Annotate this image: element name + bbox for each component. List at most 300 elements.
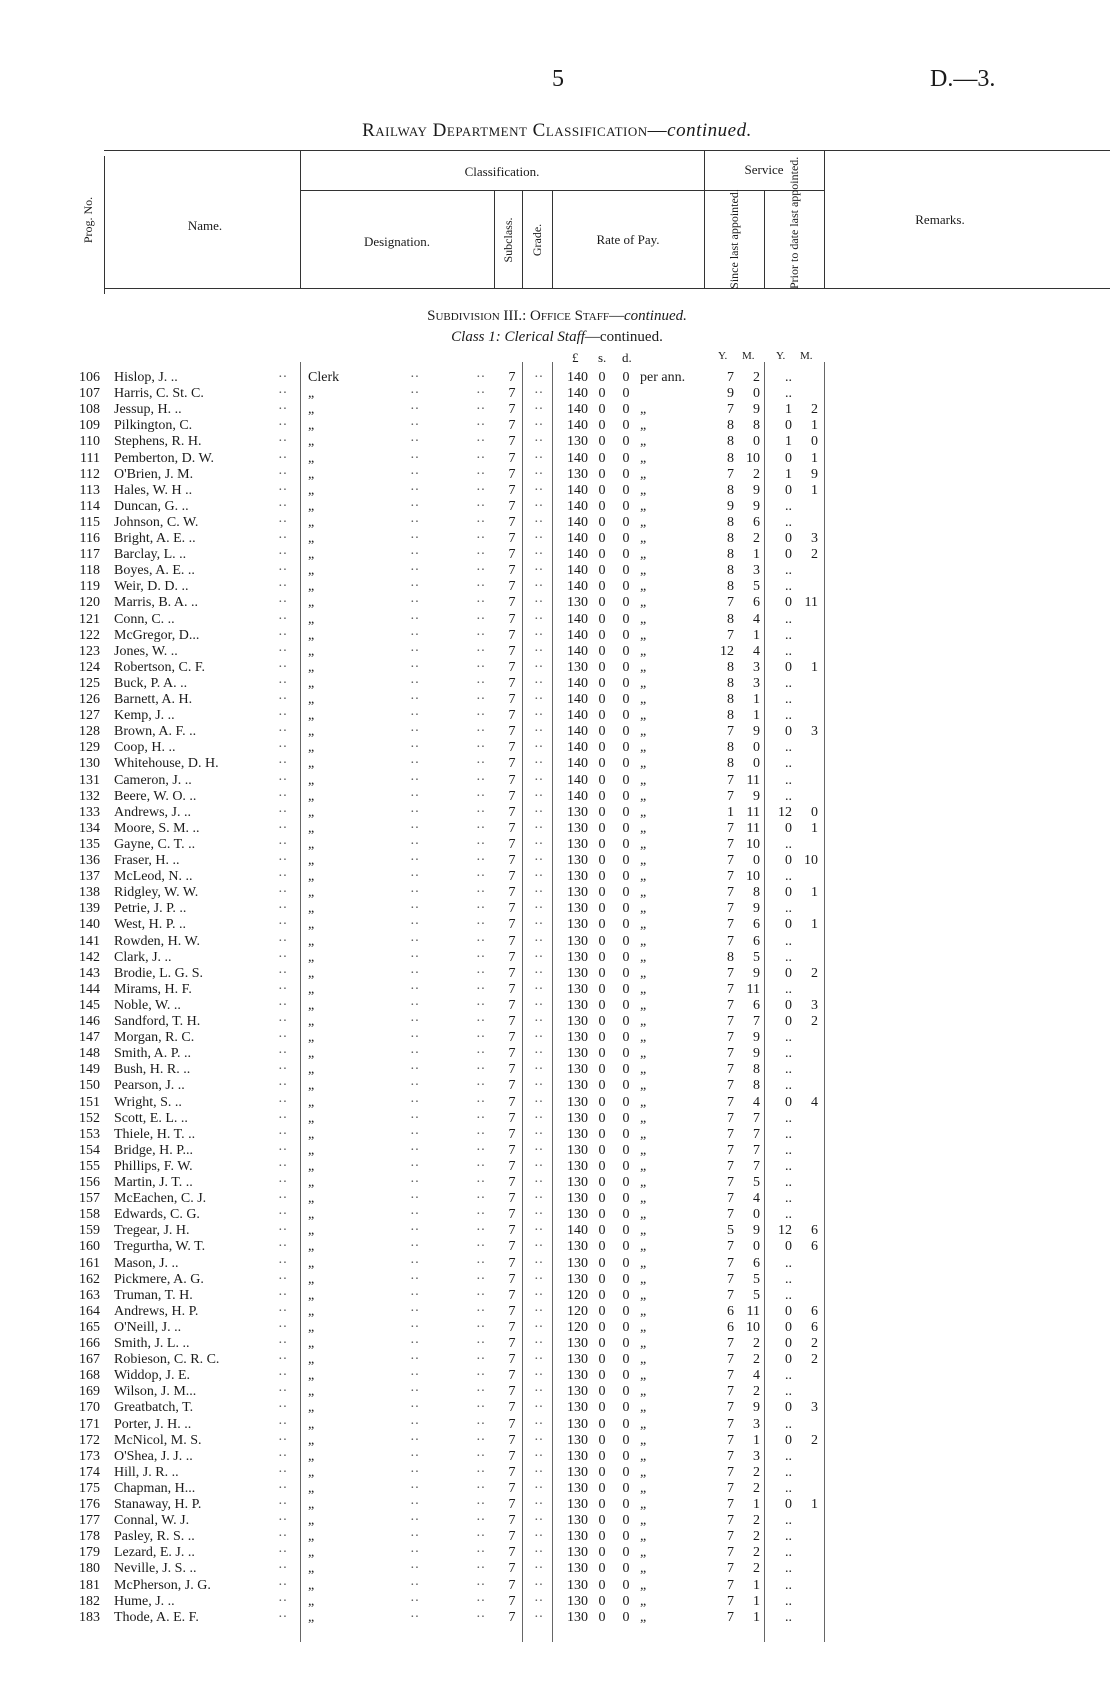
pay-pence: 0 — [622, 949, 630, 965]
service-since-months: 0 — [753, 434, 760, 450]
pay-pence: 0 — [622, 1126, 630, 1142]
service-since-years: 7 — [727, 1046, 734, 1062]
service-prior-years: .. — [785, 563, 792, 579]
leader-dots: ·· — [476, 1207, 486, 1223]
table-row — [0, 950, 1114, 966]
leader-dots: ·· — [476, 1191, 486, 1207]
service-since-months: 10 — [746, 836, 760, 852]
pay-pence: 0 — [622, 675, 630, 691]
prog-number: 161 — [79, 1255, 100, 1271]
service-prior-years: 0 — [785, 885, 792, 901]
service-prior-months: 6 — [811, 1239, 818, 1255]
staff-name: Chapman, H... — [114, 1480, 196, 1496]
leader-dots: ·· — [410, 933, 420, 949]
service-prior-years: 0 — [785, 659, 792, 675]
pay-shillings: 0 — [598, 836, 606, 852]
grade: 7 — [508, 1191, 516, 1207]
pay-unit: „ — [640, 563, 647, 579]
leader-dots: ·· — [278, 1062, 288, 1078]
leader-dots: ·· — [278, 853, 288, 868]
pay-shillings: 0 — [598, 997, 606, 1013]
service-since-months: 1 — [753, 1497, 760, 1512]
staff-name: Andrews, H. P. — [114, 1303, 199, 1319]
leader-dots: ·· — [476, 1561, 486, 1577]
leader-dots: ·· — [476, 804, 486, 820]
pay-unit: „ — [640, 933, 647, 949]
pay-unit: „ — [640, 1336, 647, 1351]
leader-dots: ·· — [278, 1046, 288, 1062]
pay-shillings: 0 — [598, 643, 606, 659]
pay-shillings: 0 — [598, 1239, 606, 1255]
staff-name: Jones, W. .. — [114, 643, 178, 659]
leader-dots: ·· — [534, 531, 544, 546]
grade: 7 — [508, 965, 516, 981]
service-since-years: 8 — [727, 659, 734, 675]
designation: „ — [308, 901, 315, 917]
header-designation: Designation. — [363, 234, 431, 249]
staff-name: Andrews, J. .. — [114, 804, 191, 820]
pay-unit: „ — [640, 1609, 647, 1625]
leader-dots: ·· — [534, 1609, 544, 1625]
pay-pence: 0 — [622, 1078, 630, 1094]
leader-dots: ·· — [278, 1030, 288, 1046]
service-prior-years: 0 — [785, 997, 792, 1013]
table-row — [0, 1384, 1114, 1400]
pay-shillings: 0 — [598, 531, 606, 546]
leader-dots: ·· — [278, 579, 288, 595]
designation: „ — [308, 1368, 315, 1384]
leader-dots: ·· — [278, 1014, 288, 1029]
service-since-months: 11 — [746, 772, 760, 788]
prog-number: 129 — [79, 740, 100, 756]
unit-years: Y. — [776, 350, 786, 362]
service-since-years: 7 — [727, 772, 734, 788]
table-row — [0, 1513, 1114, 1529]
leader-dots: ·· — [534, 514, 544, 530]
table-row — [0, 595, 1114, 611]
service-prior-years: .. — [785, 981, 792, 997]
service-since-months: 9 — [753, 402, 760, 418]
pay-shillings: 0 — [598, 1030, 606, 1046]
header-grade: Grade. — [530, 223, 544, 257]
pay-pence: 0 — [622, 1046, 630, 1062]
unit-years: Y. — [718, 350, 728, 362]
leader-dots: ·· — [278, 901, 288, 917]
pay-unit: „ — [640, 708, 647, 724]
pay-unit: „ — [640, 1287, 647, 1303]
leader-dots: ·· — [278, 386, 288, 402]
leader-dots: ·· — [534, 1142, 544, 1158]
staff-name: Stephens, R. H. — [114, 434, 202, 450]
pay-pounds: 130 — [567, 853, 588, 868]
staff-name: Kemp, J. .. — [114, 708, 175, 724]
staff-name: Widdop, J. E. — [114, 1368, 191, 1384]
service-since-months: 7 — [753, 1126, 760, 1142]
pay-pounds: 130 — [567, 1030, 588, 1046]
leader-dots: ·· — [278, 1078, 288, 1094]
service-since-months: 2 — [753, 531, 760, 546]
service-since-months: 9 — [753, 1030, 760, 1046]
leader-dots: ·· — [278, 595, 288, 611]
pay-pounds: 130 — [567, 901, 588, 917]
grade: 7 — [508, 1126, 516, 1142]
leader-dots: ·· — [278, 917, 288, 933]
prog-number: 172 — [79, 1432, 100, 1448]
pay-pounds: 140 — [567, 482, 588, 498]
designation: „ — [308, 482, 315, 498]
table-row — [0, 901, 1114, 917]
service-since-months: 9 — [753, 901, 760, 917]
table-row — [0, 1127, 1114, 1143]
leader-dots: ·· — [278, 1561, 288, 1577]
pay-pounds: 140 — [567, 418, 588, 434]
pay-shillings: 0 — [598, 1062, 606, 1078]
service-since-months: 0 — [753, 756, 760, 772]
leader-dots: ·· — [278, 997, 288, 1013]
pay-unit: „ — [640, 466, 647, 482]
prog-number: 123 — [79, 643, 100, 659]
pay-shillings: 0 — [598, 692, 606, 707]
leader-dots: ·· — [534, 853, 544, 868]
prog-number: 160 — [79, 1239, 100, 1255]
designation: „ — [308, 1158, 315, 1174]
leader-dots: ·· — [410, 418, 420, 434]
service-prior-years: .. — [785, 643, 792, 659]
pay-pence: 0 — [622, 1464, 630, 1480]
service-prior-years: .. — [785, 1561, 792, 1577]
pay-unit: „ — [640, 450, 647, 466]
leader-dots: ·· — [476, 547, 486, 563]
header-rule-v — [764, 190, 765, 288]
designation: „ — [308, 853, 315, 868]
leader-dots: ·· — [278, 1577, 288, 1593]
leader-dots: ·· — [410, 901, 420, 917]
leader-dots: ·· — [278, 1416, 288, 1432]
service-since-years: 7 — [727, 885, 734, 901]
leader-dots: ·· — [534, 1110, 544, 1126]
pay-shillings: 0 — [598, 1384, 606, 1400]
grade: 7 — [508, 869, 516, 885]
prog-number: 114 — [79, 498, 100, 514]
pay-shillings: 0 — [598, 788, 606, 804]
grade: 7 — [508, 1497, 516, 1512]
pay-pounds: 130 — [567, 1014, 588, 1029]
pay-pounds: 140 — [567, 498, 588, 514]
staff-name: McLeod, N. .. — [114, 869, 193, 885]
service-since-years: 8 — [727, 740, 734, 756]
pay-pence: 0 — [622, 1336, 630, 1351]
table-row — [0, 1433, 1114, 1449]
table-row — [0, 869, 1114, 885]
leader-dots: ·· — [410, 804, 420, 820]
service-prior-years: .. — [785, 692, 792, 707]
grade: 7 — [508, 595, 516, 611]
prog-number: 138 — [79, 885, 100, 901]
service-prior-years: .. — [785, 901, 792, 917]
pay-pounds: 140 — [567, 514, 588, 530]
prog-number: 183 — [79, 1609, 100, 1625]
grade: 7 — [508, 1529, 516, 1545]
designation: „ — [308, 1577, 315, 1593]
service-since-years: 8 — [727, 708, 734, 724]
pay-shillings: 0 — [598, 595, 606, 611]
leader-dots: ·· — [476, 1255, 486, 1271]
leader-dots: ·· — [534, 386, 544, 402]
pay-shillings: 0 — [598, 1014, 606, 1029]
prog-number: 119 — [79, 579, 100, 595]
leader-dots: ·· — [278, 531, 288, 546]
table-row — [0, 821, 1114, 837]
leader-dots: ·· — [476, 708, 486, 724]
pay-shillings: 0 — [598, 917, 606, 933]
leader-dots: ·· — [534, 595, 544, 611]
leader-dots: ·· — [476, 1126, 486, 1142]
pay-pence: 0 — [622, 1529, 630, 1545]
service-since-years: 7 — [727, 370, 734, 385]
column-rule — [552, 362, 553, 1642]
service-since-months: 3 — [753, 563, 760, 579]
grade: 7 — [508, 402, 516, 418]
pay-unit: „ — [640, 659, 647, 675]
pay-pence: 0 — [622, 1030, 630, 1046]
leader-dots: ·· — [410, 1561, 420, 1577]
designation: „ — [308, 869, 315, 885]
staff-name: Johnson, C. W. — [114, 514, 199, 530]
service-since-months: 5 — [753, 579, 760, 595]
service-since-months: 10 — [746, 1319, 760, 1335]
pay-unit: „ — [640, 1094, 647, 1110]
pay-pounds: 130 — [567, 1497, 588, 1512]
pay-unit: „ — [640, 740, 647, 756]
pay-shillings: 0 — [598, 675, 606, 691]
prog-number: 155 — [79, 1158, 100, 1174]
header-prior: Prior to date last appointed. — [787, 156, 801, 289]
pay-unit: „ — [640, 1158, 647, 1174]
pay-pounds: 130 — [567, 1577, 588, 1593]
service-since-years: 7 — [727, 933, 734, 949]
pay-pence: 0 — [622, 1416, 630, 1432]
leader-dots: ·· — [278, 402, 288, 418]
service-since-years: 7 — [727, 1126, 734, 1142]
header-subclass: Subclass. — [501, 217, 515, 263]
grade: 7 — [508, 1142, 516, 1158]
leader-dots: ·· — [534, 611, 544, 627]
leader-dots: ·· — [410, 772, 420, 788]
pay-unit: „ — [640, 1368, 647, 1384]
service-since-years: 8 — [727, 692, 734, 707]
pay-shillings: 0 — [598, 1368, 606, 1384]
prog-number: 130 — [79, 756, 100, 772]
staff-name: Fraser, H. .. — [114, 853, 180, 868]
leader-dots: ·· — [410, 708, 420, 724]
table-row — [0, 789, 1114, 805]
prog-number: 150 — [79, 1078, 100, 1094]
pay-shillings: 0 — [598, 853, 606, 868]
leader-dots: ·· — [476, 1175, 486, 1190]
service-since-months: 6 — [753, 933, 760, 949]
leader-dots: ·· — [278, 434, 288, 450]
pay-pence: 0 — [622, 579, 630, 595]
service-prior-years: 0 — [785, 1497, 792, 1512]
pay-pence: 0 — [622, 1432, 630, 1448]
service-since-years: 7 — [727, 901, 734, 917]
staff-name: Clark, J. .. — [114, 949, 172, 965]
pay-unit: „ — [640, 1545, 647, 1561]
prog-number: 176 — [79, 1497, 100, 1512]
service-prior-years: 0 — [785, 724, 792, 740]
table-row — [0, 531, 1114, 547]
leader-dots: ·· — [278, 1142, 288, 1158]
pay-pence: 0 — [622, 1142, 630, 1158]
staff-name: Bridge, H. P... — [114, 1142, 193, 1158]
staff-name: Pasley, R. S. .. — [114, 1529, 195, 1545]
grade: 7 — [508, 1158, 516, 1174]
leader-dots: ·· — [410, 402, 420, 418]
leader-dots: ·· — [476, 885, 486, 901]
leader-dots: ·· — [410, 563, 420, 579]
pay-unit: „ — [640, 402, 647, 418]
leader-dots: ·· — [410, 1593, 420, 1609]
designation: „ — [308, 740, 315, 756]
grade: 7 — [508, 1368, 516, 1384]
leader-dots: ·· — [410, 1175, 420, 1190]
service-since-years: 7 — [727, 1191, 734, 1207]
leader-dots: ·· — [534, 1126, 544, 1142]
pay-pounds: 140 — [567, 1223, 588, 1239]
table-row — [0, 982, 1114, 998]
service-since-years: 7 — [727, 402, 734, 418]
grade: 7 — [508, 1609, 516, 1625]
service-prior-years: .. — [785, 1142, 792, 1158]
pay-shillings: 0 — [598, 1416, 606, 1432]
leader-dots: ·· — [476, 595, 486, 611]
leader-dots: ·· — [410, 788, 420, 804]
table-row — [0, 917, 1114, 933]
prog-number: 180 — [79, 1561, 100, 1577]
staff-name: Neville, J. S. .. — [114, 1561, 197, 1577]
pay-shillings: 0 — [598, 1287, 606, 1303]
leader-dots: ·· — [534, 949, 544, 965]
service-since-months: 8 — [753, 1078, 760, 1094]
leader-dots: ·· — [278, 627, 288, 643]
prog-number: 131 — [79, 772, 100, 788]
pay-pence: 0 — [622, 853, 630, 868]
leader-dots: ·· — [410, 1062, 420, 1078]
service-since-years: 7 — [727, 836, 734, 852]
prog-number: 146 — [79, 1014, 100, 1029]
leader-dots: ·· — [410, 434, 420, 450]
leader-dots: ·· — [534, 1464, 544, 1480]
leader-dots: ·· — [278, 1094, 288, 1110]
pay-pence: 0 — [622, 1110, 630, 1126]
leader-dots: ·· — [534, 370, 544, 385]
pay-unit: „ — [640, 1062, 647, 1078]
table-row — [0, 1078, 1114, 1094]
pay-pounds: 140 — [567, 756, 588, 772]
leader-dots: ·· — [278, 804, 288, 820]
leader-dots: ·· — [534, 402, 544, 418]
leader-dots: ·· — [278, 370, 288, 385]
leader-dots: ·· — [476, 1062, 486, 1078]
prog-number: 182 — [79, 1593, 100, 1609]
leader-dots: ·· — [278, 1497, 288, 1512]
leader-dots: ·· — [534, 901, 544, 917]
leader-dots: ·· — [534, 1094, 544, 1110]
leader-dots: ·· — [534, 627, 544, 643]
service-since-months: 2 — [753, 1352, 760, 1368]
pay-shillings: 0 — [598, 434, 606, 450]
pay-pence: 0 — [622, 1223, 630, 1239]
header-rule-v — [824, 150, 825, 288]
prog-number: 158 — [79, 1207, 100, 1223]
grade: 7 — [508, 450, 516, 466]
leader-dots: ·· — [278, 949, 288, 965]
grade: 7 — [508, 1561, 516, 1577]
pay-pence: 0 — [622, 692, 630, 707]
designation: „ — [308, 1030, 315, 1046]
leader-dots: ·· — [534, 1577, 544, 1593]
table-row — [0, 1529, 1114, 1545]
pay-pence: 0 — [622, 1384, 630, 1400]
pay-pounds: 120 — [567, 1287, 588, 1303]
service-prior-years: .. — [785, 1126, 792, 1142]
pay-pounds: 130 — [567, 917, 588, 933]
leader-dots: ·· — [410, 595, 420, 611]
service-since-years: 7 — [727, 1513, 734, 1529]
leader-dots: ·· — [410, 869, 420, 885]
pay-shillings: 0 — [598, 1513, 606, 1529]
header-service: Service — [744, 162, 784, 177]
designation: „ — [308, 1271, 315, 1287]
staff-name: Buck, P. A. .. — [114, 675, 188, 691]
leader-dots: ·· — [410, 643, 420, 659]
prog-number: 177 — [79, 1513, 100, 1529]
prog-number: 112 — [79, 466, 100, 482]
staff-name: Brown, A. F. .. — [114, 724, 197, 740]
grade: 7 — [508, 611, 516, 627]
leader-dots: ·· — [534, 1336, 544, 1351]
service-prior-years: 0 — [785, 1432, 792, 1448]
leader-dots: ·· — [476, 1336, 486, 1351]
service-prior-years: .. — [785, 498, 792, 514]
table-row — [0, 724, 1114, 740]
grade: 7 — [508, 1094, 516, 1110]
pay-shillings: 0 — [598, 1126, 606, 1142]
leader-dots: ·· — [410, 1609, 420, 1625]
pay-shillings: 0 — [598, 1529, 606, 1545]
leader-dots: ·· — [278, 740, 288, 756]
grade: 7 — [508, 659, 516, 675]
staff-name: McEachen, C. J. — [114, 1191, 207, 1207]
pay-shillings: 0 — [598, 1400, 606, 1416]
grade: 7 — [508, 1030, 516, 1046]
prog-number: 169 — [79, 1384, 100, 1400]
prog-number: 109 — [79, 418, 100, 434]
pay-shillings: 0 — [598, 1432, 606, 1448]
prog-number: 122 — [79, 627, 100, 643]
service-prior-months: 3 — [811, 724, 818, 740]
leader-dots: ·· — [534, 1255, 544, 1271]
leader-dots: ·· — [476, 1609, 486, 1625]
leader-dots: ·· — [476, 1271, 486, 1287]
service-since-years: 6 — [727, 1303, 734, 1319]
staff-name: Smith, A. P. .. — [114, 1046, 192, 1062]
leader-dots: ·· — [410, 1046, 420, 1062]
service-prior-months: 4 — [811, 1094, 818, 1110]
service-since-years: 7 — [727, 724, 734, 740]
leader-dots: ·· — [278, 418, 288, 434]
pay-pounds: 130 — [567, 1110, 588, 1126]
